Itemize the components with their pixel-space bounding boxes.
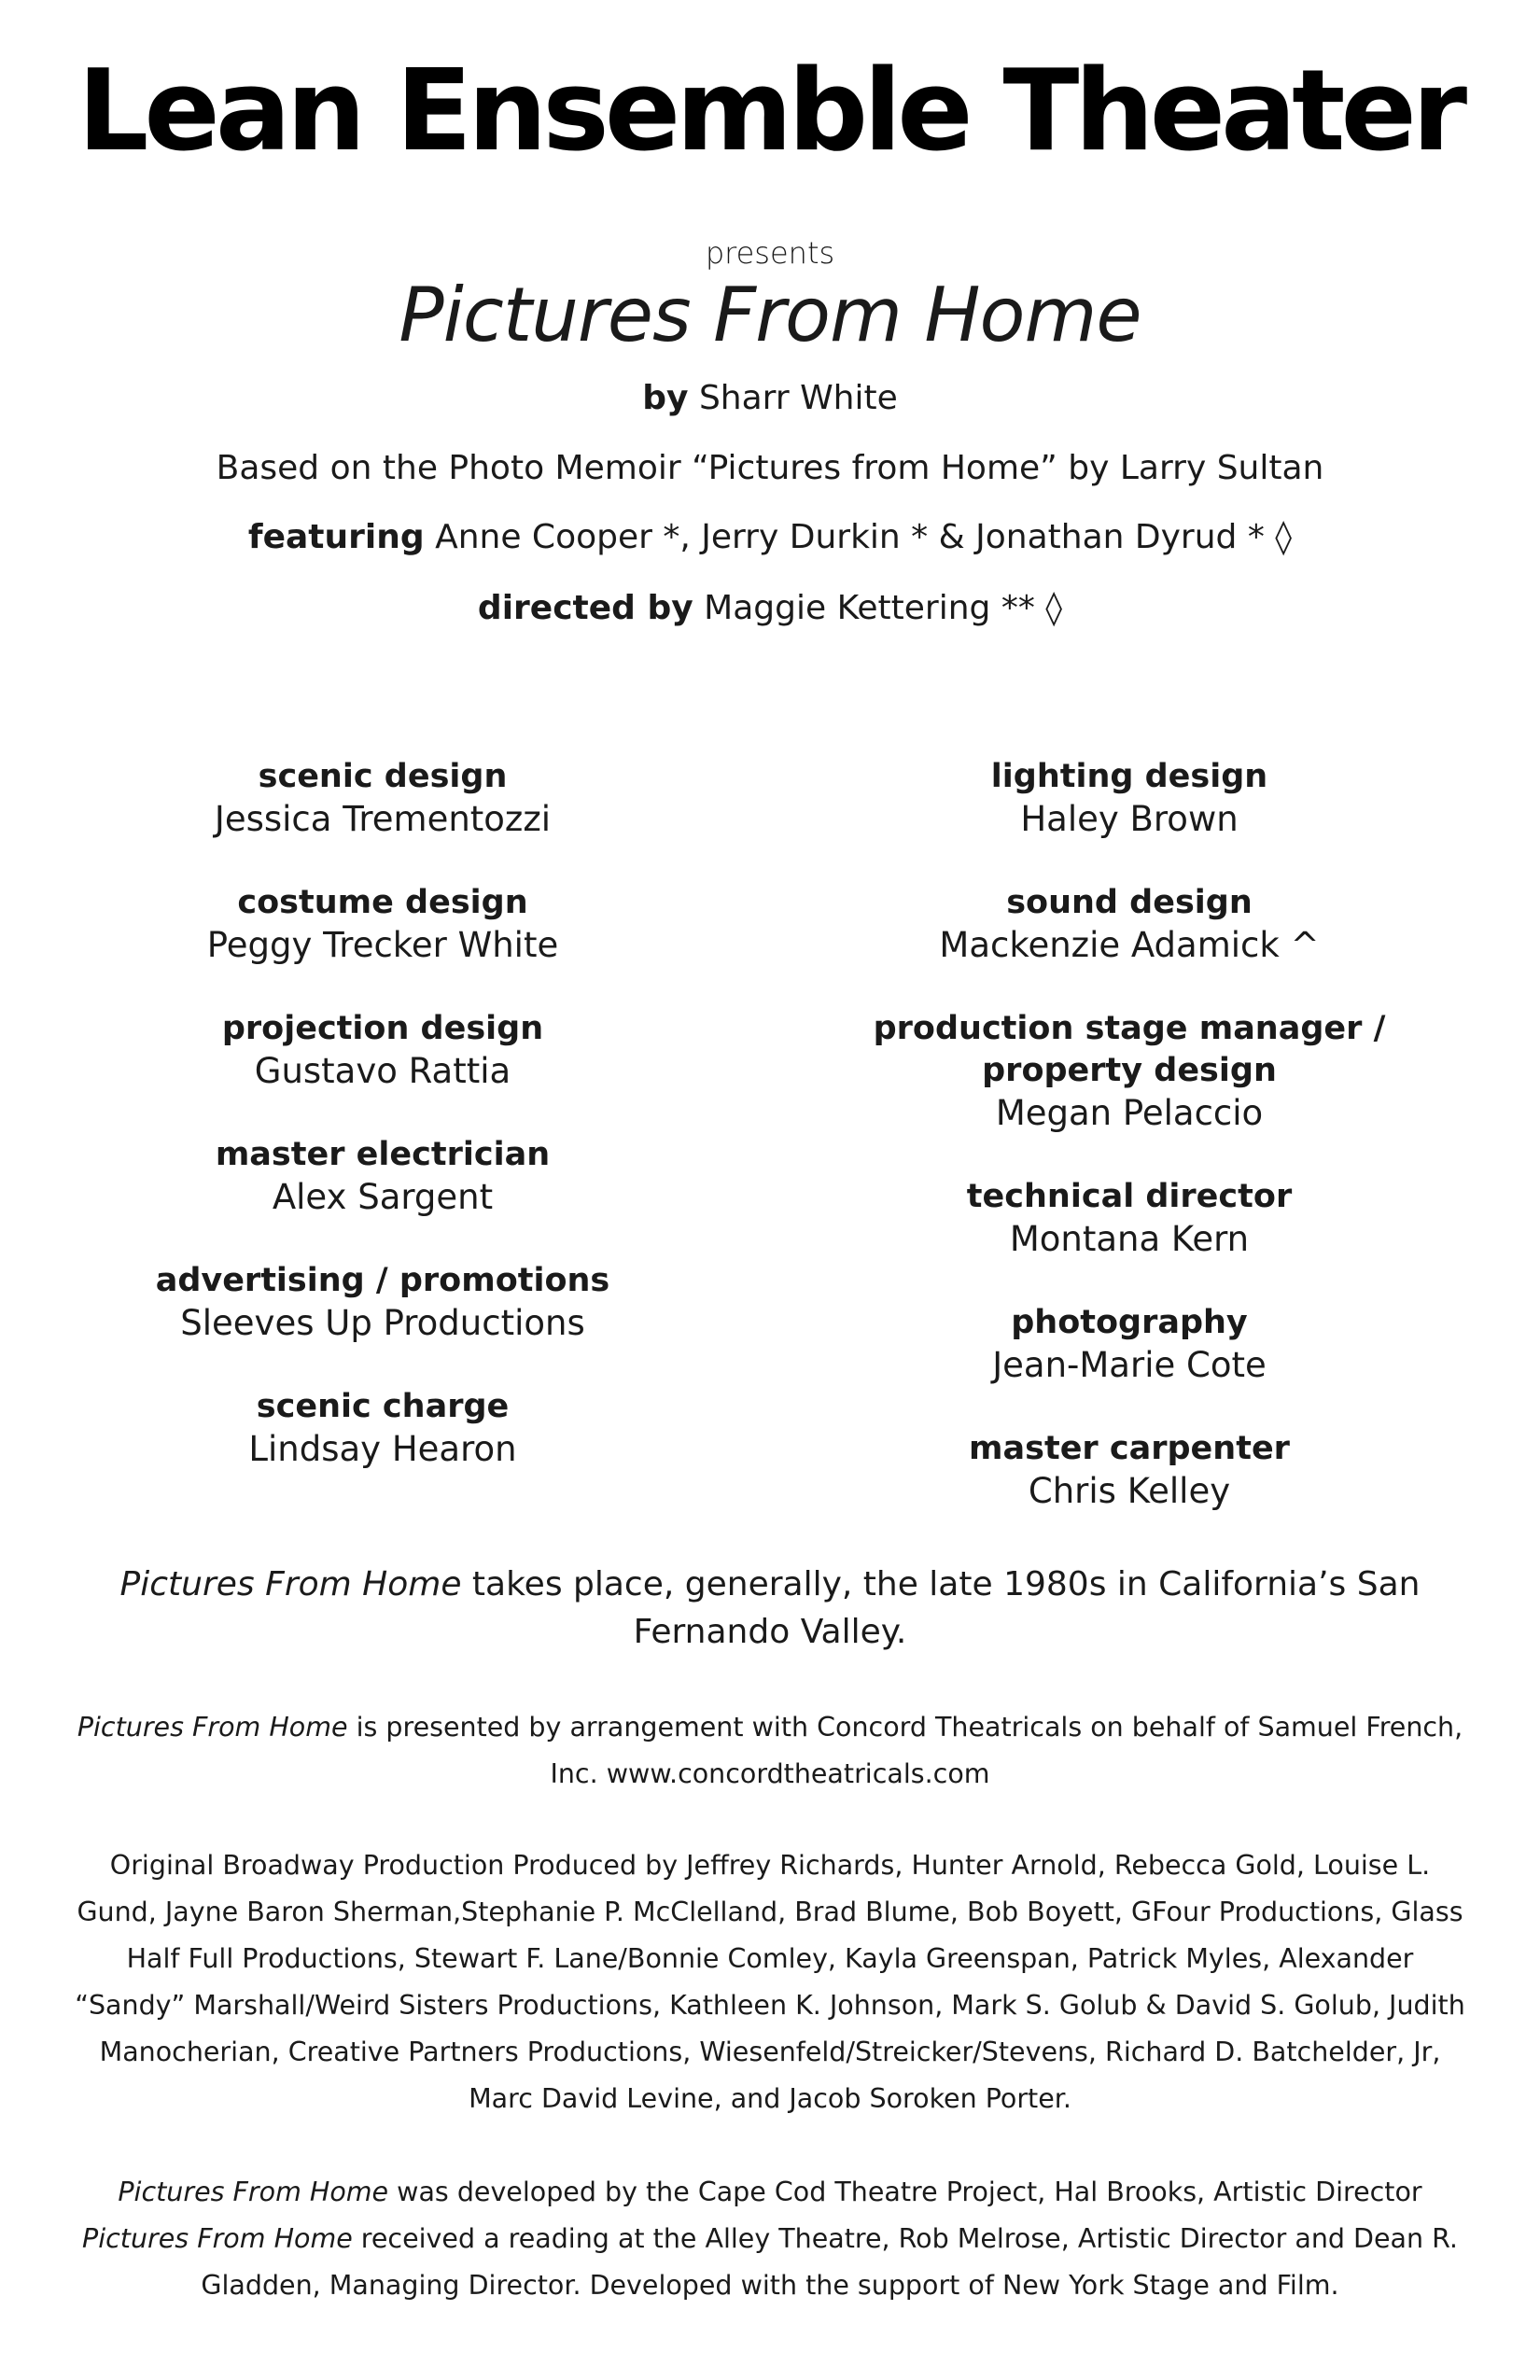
credit-item bbox=[747, 1428, 1512, 1512]
credit-item bbox=[747, 1008, 1512, 1134]
credit-name: Haley Brown bbox=[1020, 799, 1239, 839]
credit-role: sound design bbox=[1006, 884, 1253, 921]
credit-role: production stage manager / bbox=[873, 1010, 1386, 1047]
credit-name: Lindsay Hearon bbox=[248, 1429, 517, 1469]
credit-name: Peggy Trecker White bbox=[206, 925, 559, 965]
featuring-label: featuring bbox=[247, 518, 425, 556]
credits-left-column bbox=[0, 756, 765, 1512]
directed-label: directed by bbox=[477, 589, 693, 627]
credit-role-continued: property design bbox=[982, 1052, 1277, 1089]
development-note bbox=[56, 2169, 1484, 2216]
byline-label: by bbox=[642, 379, 689, 417]
setting-text: takes place, generally, the late 1980s in California’s San Fernando Valley. bbox=[461, 1565, 1421, 1651]
credit-item bbox=[747, 1302, 1512, 1386]
credit-role: master electrician bbox=[215, 1136, 551, 1173]
credit-item bbox=[747, 756, 1512, 840]
credit-name: Jean-Marie Cote bbox=[992, 1345, 1267, 1385]
company-name: Lean Ensemble Theater bbox=[77, 47, 1463, 176]
credit-name: Chris Kelley bbox=[1028, 1471, 1231, 1511]
credit-item bbox=[747, 882, 1512, 966]
reading-text: received a reading at the Alley Theatre, Rob Melrose, Artistic Director and Dean R. Gladden, Managing Director. Developed with the support of New York Stage and Film. bbox=[201, 2223, 1458, 2301]
credit-role: scenic design bbox=[258, 758, 508, 795]
credit-name: Alex Sargent bbox=[272, 1177, 494, 1217]
credit-item bbox=[0, 1260, 765, 1344]
credit-item bbox=[0, 882, 765, 966]
credit-role: technical director bbox=[966, 1178, 1293, 1215]
setting-note bbox=[75, 1561, 1465, 1656]
arrangement-text: is presented by arrangement with Concord Theatricals on behalf of Samuel French, Inc. www.concordtheatricals.com bbox=[347, 1712, 1463, 1789]
byline bbox=[0, 378, 1540, 418]
presents-label: presents bbox=[705, 235, 835, 271]
reading-play-title: Pictures From Home bbox=[82, 2223, 353, 2254]
credit-role: master carpenter bbox=[969, 1430, 1290, 1467]
director-name: Maggie Kettering ** ◊ bbox=[704, 589, 1063, 627]
setting-play-title: Pictures From Home bbox=[119, 1565, 462, 1603]
reading-note bbox=[56, 2216, 1484, 2309]
cast-names: Anne Cooper *, Jerry Durkin * & Jonathan Dyrud * ◊ bbox=[435, 518, 1293, 556]
arrangement-play-title: Pictures From Home bbox=[77, 1712, 348, 1743]
play-title: Pictures From Home bbox=[399, 272, 1141, 358]
director-line bbox=[0, 588, 1540, 628]
credit-role: lighting design bbox=[990, 758, 1268, 795]
development-text: was developed by the Cape Cod Theatre Project, Hal Brooks, Artistic Director bbox=[388, 2177, 1422, 2207]
credit-name: Sleeves Up Productions bbox=[180, 1303, 585, 1343]
development-play-title: Pictures From Home bbox=[118, 2177, 389, 2207]
credit-role: advertising / promotions bbox=[155, 1262, 610, 1299]
credit-item bbox=[0, 1134, 765, 1218]
broadway-credits: Original Broadway Production Produced by Jeffrey Richards, Hunter Arnold, Rebecca Gold, Louise L. Gund, Jayne Baron Sherman,Stephanie P. McClelland, Brad Blume, Bob Boyett, GFour Productions, Glass Half Full Productions, Stewart F. Lane/Bonnie Comley, Kayla Greenspan, Patrick Myles, Alexander “Sandy” Marshall/Weird Sisters Productions, Kathleen K. Johnson, Mark S. Golub & David S. Golub, Judith Manocherian, Creative Partners Productions, Wiesenfeld/Streicker/Stevens, Richard D. Batchelder, Jr, Marc David Levine, and Jacob Soroken Porter. bbox=[75, 1850, 1465, 2114]
credit-item bbox=[0, 756, 765, 840]
credit-name: Gustavo Rattia bbox=[254, 1051, 511, 1091]
credits-right-column bbox=[747, 756, 1512, 1554]
based-on-line: Based on the Photo Memoir “Pictures from Home” by Larry Sultan bbox=[216, 449, 1324, 487]
credit-role: scenic charge bbox=[256, 1388, 510, 1425]
credit-name: Jessica Trementozzi bbox=[214, 799, 552, 839]
credit-name: Montana Kern bbox=[1009, 1219, 1250, 1259]
credit-role: costume design bbox=[237, 884, 528, 921]
featuring-line bbox=[0, 517, 1540, 557]
credit-item bbox=[747, 1176, 1512, 1260]
credit-role: photography bbox=[1011, 1304, 1248, 1341]
credit-item bbox=[0, 1386, 765, 1470]
credit-name: Megan Pelaccio bbox=[995, 1093, 1264, 1133]
credit-role: projection design bbox=[221, 1010, 544, 1047]
playwright-name: Sharr White bbox=[698, 379, 898, 417]
credit-item bbox=[0, 1008, 765, 1092]
credit-name: Mackenzie Adamick ^ bbox=[939, 925, 1320, 965]
arrangement-note bbox=[70, 1704, 1470, 1798]
